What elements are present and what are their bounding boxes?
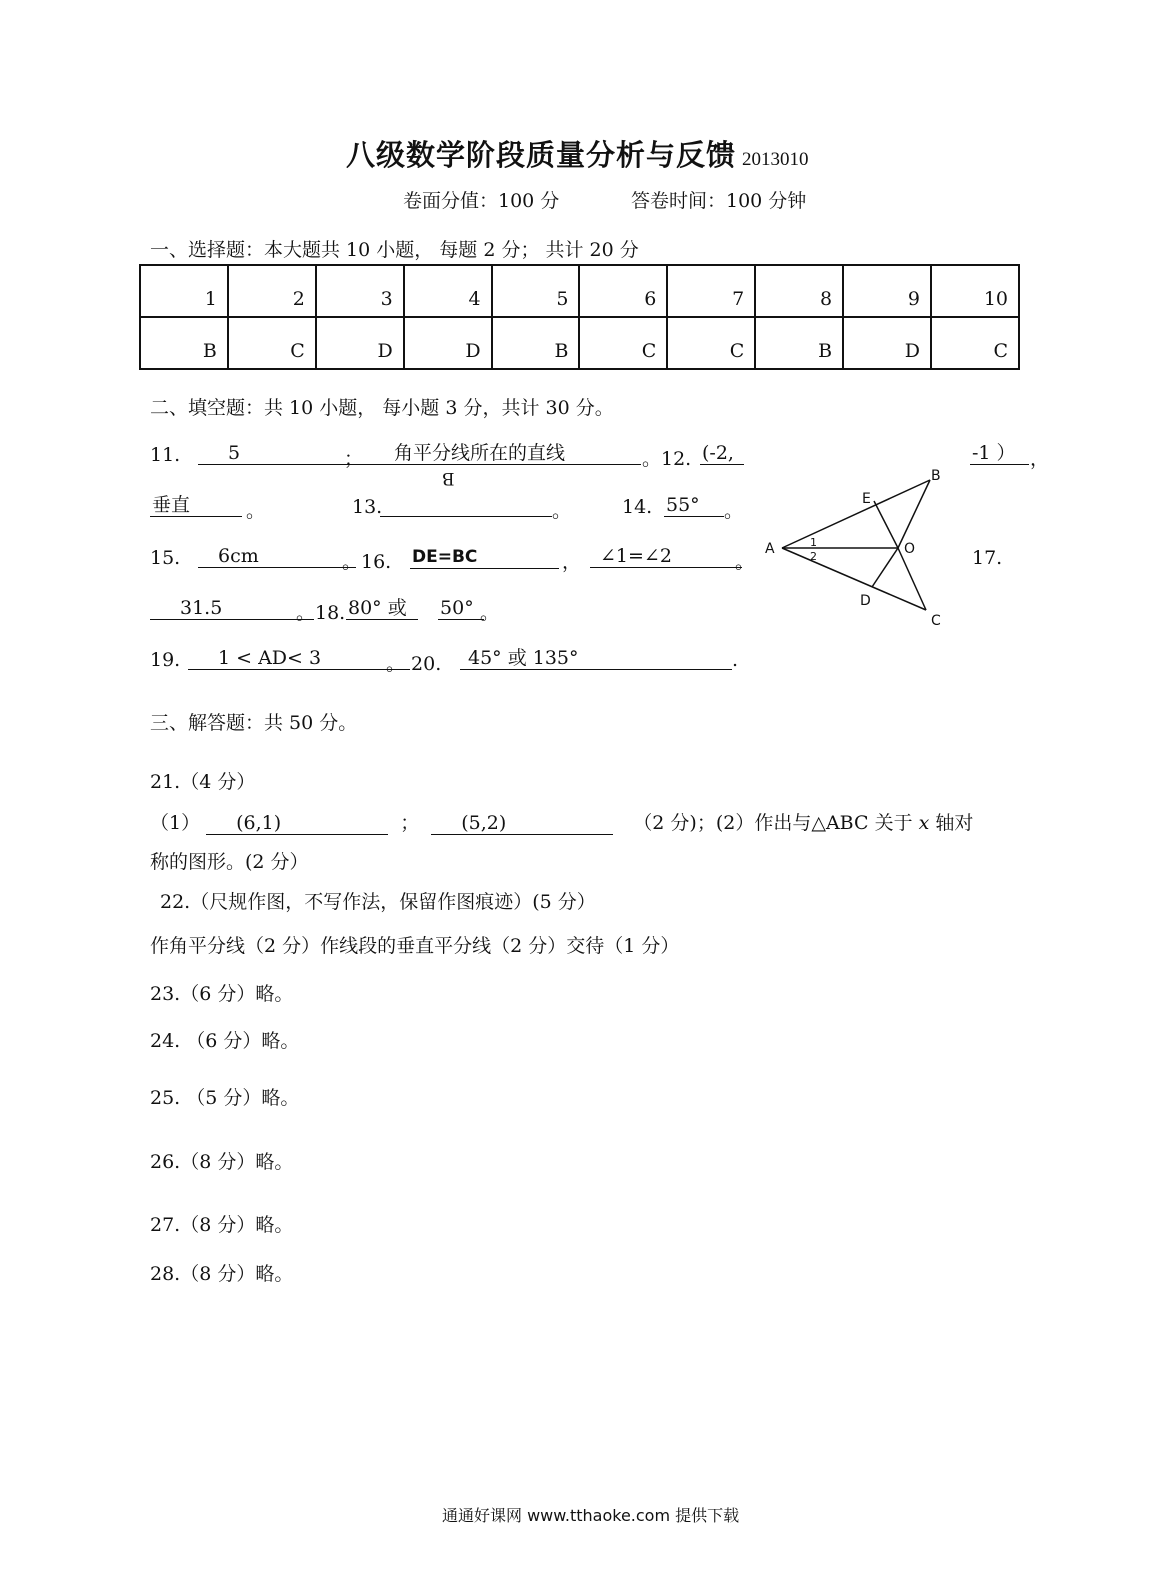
q16-separator: ， — [562, 551, 582, 573]
mc-answer: C — [579, 317, 667, 369]
q14-blank — [664, 494, 724, 517]
line-bo — [898, 480, 930, 548]
mc-number: 2 — [228, 265, 316, 317]
label-b: B — [931, 468, 941, 484]
label-d: D — [860, 593, 871, 609]
q12-answer-b: -1 ） — [970, 442, 1029, 465]
q16-answer-b: ∠1=∠2 — [590, 545, 742, 568]
q20-answer: 45° 或 135° — [460, 647, 732, 670]
q12-blank-3 — [150, 494, 242, 517]
q19-label: 19. — [150, 649, 181, 671]
q17-label: 17. — [972, 547, 1003, 569]
q15-blank — [198, 545, 356, 568]
q12-answer-c: 垂直 — [150, 494, 242, 517]
mc-answer: D — [316, 317, 404, 369]
subtitle-time: 答卷时间：100 分钟 — [631, 190, 807, 212]
q21-part1-label: （1） — [150, 812, 201, 834]
section1-heading: 一、选择题：本大题共 10 小题， 每题 2 分； 共计 20 分 — [150, 239, 639, 261]
q21-rest-pre: （2 分)；(2）作出与△ABC 关于 — [633, 812, 913, 834]
q23: 23.（6 分）略。 — [150, 983, 294, 1005]
mc-answer: B — [755, 317, 843, 369]
label-angle-1: 1 — [810, 536, 817, 549]
q11-blank-2 — [362, 442, 641, 465]
q13-blank — [380, 494, 552, 522]
q12-comma: ， — [1030, 448, 1050, 470]
page-title — [346, 133, 809, 174]
q17-answer: 31.5 — [150, 597, 314, 620]
q24: 24. （6 分）略。 — [150, 1030, 300, 1052]
answer-table — [139, 264, 1020, 370]
mc-answer: C — [667, 317, 755, 369]
q16-blank — [410, 545, 559, 569]
mc-number: 4 — [404, 265, 492, 317]
label-e: E — [862, 491, 871, 507]
mc-answer: B — [140, 317, 228, 369]
q21-rest-post: 轴对 — [935, 812, 974, 834]
mc-number: 3 — [316, 265, 404, 317]
q18-blank — [346, 597, 484, 620]
q18-answer-a: 80° 或 — [346, 597, 418, 620]
q22-heading: 22.（尺规作图，不写作法，保留作图痕迹）(5 分） — [160, 891, 596, 913]
q16-answer-a: DE=BC — [410, 546, 559, 569]
q18-answer-b: 50° — [438, 597, 484, 620]
q14-answer: 55° — [664, 494, 724, 517]
subtitle-score: 卷面分值：100 分 — [403, 190, 560, 212]
q21-answer-b: (5,2) — [431, 812, 613, 835]
q16-period: 。 — [735, 551, 755, 573]
triangle-figure — [760, 460, 960, 635]
q18-label: 。18. — [296, 602, 346, 624]
q11-separator: ； — [344, 448, 364, 470]
line-od — [872, 548, 898, 587]
q14-period: 。 — [724, 500, 744, 522]
mc-answer: D — [404, 317, 492, 369]
q19-blank — [188, 647, 410, 670]
footer-text: 通通好课网 www.tthaoke.com 提供下载 — [442, 1506, 740, 1525]
q16-label: 。16. — [342, 551, 392, 573]
q13-answer — [380, 494, 552, 517]
q15-label: 15. — [150, 547, 181, 569]
q18-period: 。 — [480, 602, 500, 624]
q12-blank — [700, 442, 744, 465]
q21-answer-a: (6,1) — [206, 812, 388, 835]
q12-label: 。12. — [642, 448, 692, 470]
title-text: 八级数学阶段质量分析与反馈 — [346, 138, 737, 172]
q16-blank-2 — [590, 545, 742, 568]
q13-period: 。 — [552, 500, 572, 522]
label-c: C — [931, 613, 941, 629]
mc-answer: D — [843, 317, 931, 369]
q21-separator: ； — [400, 812, 420, 834]
mc-answer: B — [492, 317, 580, 369]
q14-label: 14. — [622, 496, 653, 518]
line-oc — [898, 548, 926, 610]
q22-body: 作角平分线（2 分）作线段的垂直平分线（2 分）交待（1 分） — [150, 935, 680, 957]
label-o: O — [904, 541, 916, 557]
q20-blank — [460, 647, 732, 670]
mc-number: 7 — [667, 265, 755, 317]
mc-number: 8 — [755, 265, 843, 317]
q19-answer: 1 < AD< 3 — [188, 647, 410, 670]
line-eo — [874, 501, 898, 548]
label-a: A — [765, 541, 775, 557]
q27: 27.（8 分）略。 — [150, 1214, 294, 1236]
q20-period: . — [732, 649, 739, 671]
q21-variable-x: x — [918, 812, 930, 834]
q28: 28.（8 分）略。 — [150, 1263, 294, 1285]
mc-answer: C — [228, 317, 316, 369]
q12-period: 。 — [246, 500, 266, 522]
line-ac — [782, 548, 926, 610]
q21-line2: 称的图形。(2 分） — [150, 851, 309, 873]
mc-answer: C — [931, 317, 1019, 369]
q12-blank-2 — [970, 442, 1029, 465]
q20-label: 。 20. — [386, 653, 442, 675]
q21-line1 — [150, 808, 973, 835]
q26: 26.（8 分）略。 — [150, 1151, 294, 1173]
q12-answer-a: (-2, — [700, 442, 744, 465]
section3-heading: 三、解答题：共 50 分。 — [150, 712, 358, 734]
q11-answer-2: 角平分线所在的直线 — [362, 442, 641, 465]
table-row — [140, 317, 1019, 369]
q11-answer: 5 — [198, 442, 370, 465]
q13-label: 13. — [352, 496, 383, 518]
mc-number: 1 — [140, 265, 228, 317]
stray-mark: B — [442, 468, 455, 488]
q11-label: 11. — [150, 444, 181, 466]
q15-answer: 6cm — [198, 545, 356, 568]
q21-heading: 21.（4 分） — [150, 771, 256, 793]
label-angle-2: 2 — [810, 550, 817, 563]
q17-blank — [150, 597, 314, 620]
title-code: 2013010 — [742, 149, 809, 170]
q25: 25. （5 分）略。 — [150, 1087, 300, 1109]
mc-number: 5 — [492, 265, 580, 317]
mc-number: 10 — [931, 265, 1019, 317]
line-ab — [782, 480, 930, 548]
mc-number: 9 — [843, 265, 931, 317]
mc-number: 6 — [579, 265, 667, 317]
table-row — [140, 265, 1019, 317]
section2-heading: 二、填空题：共 10 小题， 每小题 3 分，共计 30 分。 — [150, 397, 614, 419]
